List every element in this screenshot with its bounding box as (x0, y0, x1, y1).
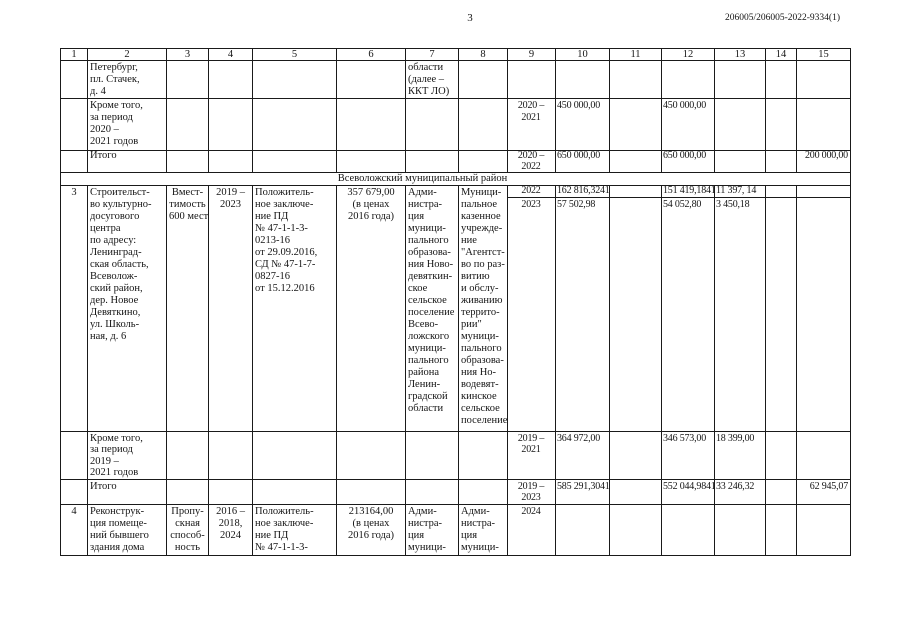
cell-col-12: 54 052,80 (662, 197, 715, 431)
cell-col-11 (610, 197, 662, 431)
table-row (61, 99, 851, 151)
cell-col-12: 151 419,1841 (663, 185, 716, 196)
cell-col-12: 346 573,00 (662, 431, 715, 479)
cell-col-3 (167, 99, 209, 151)
column-number-9: 9 (508, 49, 556, 61)
cell-col-11 (610, 479, 662, 504)
cell-col-10: 585 291,3041 (556, 479, 610, 504)
cell-col-13 (715, 504, 766, 555)
column-number-6: 6 (337, 49, 406, 61)
cell-col-14 (766, 197, 797, 431)
table-row (61, 61, 851, 99)
cell-col-1 (61, 99, 88, 151)
cell-col-10: 364 972,00 (556, 431, 610, 479)
cell-col-13: 33 246,32 (715, 479, 766, 504)
column-number-11: 11 (610, 49, 662, 61)
cell-col-6 (337, 61, 406, 99)
column-number-1: 1 (61, 49, 88, 61)
cell-col-9: 2020 – 2022 (508, 151, 556, 173)
cell-col-4 (209, 479, 253, 504)
cell-col-7 (406, 151, 459, 173)
cell-col-1 (61, 61, 88, 99)
cell-col-13 (715, 61, 766, 99)
cell-col-12: 552 044,9841 (662, 479, 715, 504)
cell-col-15 (797, 197, 851, 431)
data-table (60, 48, 851, 556)
cell-col-4: 2019 – 2023 (209, 186, 253, 432)
cell-col-10 (556, 61, 610, 99)
cell-col-7 (406, 479, 459, 504)
cell-col-5: Положитель- ное заключе- ние ПД № 47-1-1-3- 0213-16 от 29.09.2016, СД № 47-1-7- 0827-16 от 15.12.2016 (253, 186, 337, 432)
column-number-14: 14 (766, 49, 797, 61)
cell-col-12: 650 000,00 (662, 151, 715, 173)
cell-col-2: Реконструк- ция помеще- ний бывшего здания дома (88, 504, 167, 555)
cell-col-1 (61, 431, 88, 479)
cell-col-15 (797, 431, 851, 479)
cell-col-10: 162 816,3241 (557, 185, 610, 196)
cell-col-4 (209, 151, 253, 173)
cell-col-3 (167, 151, 209, 173)
cell-col-15: 62 945,07 (797, 479, 851, 504)
cell-col-13 (715, 99, 766, 151)
cell-col-9: 2019 – 2023 (508, 479, 556, 504)
column-number-5: 5 (253, 49, 337, 61)
cell-col-8 (459, 431, 508, 479)
cell-col-15 (797, 61, 851, 99)
cell-col-6 (337, 431, 406, 479)
cell-col-14 (766, 479, 797, 504)
cell-col-6: 357 679,00 (в ценах 2016 года) (337, 186, 406, 432)
cell-col-9: 2020 – 2021 (508, 99, 556, 151)
column-number-15: 15 (797, 49, 851, 61)
cell-col-4 (209, 99, 253, 151)
cell-col-7: Адми- нистра- ция муници- пального образова- ния Ново- девяткин- ское сельское поселение Всево- ложского муници- пального района Ленин- градской области (406, 186, 459, 432)
cell-col-13: 18 399,00 (715, 431, 766, 479)
cell-col-2: Строительст- во культурно- досугового центра по адресу: Ленинград- ская область, Всеволож- ский район, дер. Новое Девяткино, ул. Школь- ная, д. 6 (88, 186, 167, 432)
cell-col-2: Итого (88, 479, 167, 504)
cell-col-12: 450 000,00 (662, 99, 715, 151)
cell-col-14 (766, 99, 797, 151)
cell-col-11 (610, 61, 662, 99)
column-number-8: 8 (459, 49, 508, 61)
cell-col-2: Итого (88, 151, 167, 173)
cell-col-6: 213164,00 (в ценах 2016 года) (337, 504, 406, 555)
cell-col-14 (766, 61, 797, 99)
table-row (61, 479, 851, 504)
column-number-2: 2 (88, 49, 167, 61)
cell-col-13: 11 397, 14 (715, 186, 766, 198)
cell-col-9: 2023 (508, 197, 556, 431)
column-number-7: 7 (406, 49, 459, 61)
cell-col-14 (766, 431, 797, 479)
cell-col-15 (797, 504, 851, 555)
cell-col-14 (766, 186, 797, 198)
column-number-10: 10 (556, 49, 610, 61)
column-number-4: 4 (209, 49, 253, 61)
cell-col-9: 2022 (508, 186, 556, 198)
cell-col-11 (610, 431, 662, 479)
cell-col-5 (253, 99, 337, 151)
cell-col-7: Адми- нистра- ция муници- (406, 504, 459, 555)
cell-col-8: Адми- нистра- ция муници- (459, 504, 508, 555)
cell-col-14 (766, 151, 797, 173)
cell-col-11 (610, 186, 662, 198)
cell-col-5 (253, 479, 337, 504)
cell-col-6 (337, 151, 406, 173)
cell-col-4: 2016 – 2018, 2024 (209, 504, 253, 555)
cell-col-6 (337, 479, 406, 504)
cell-col-5: Положитель- ное заключе- ние ПД № 47-1-1-3- (253, 504, 337, 555)
cell-col-11 (610, 504, 662, 555)
page-number: 3 (467, 12, 473, 24)
cell-col-1 (61, 479, 88, 504)
table-row (61, 504, 851, 555)
section-heading: Всеволожский муниципальный район (61, 173, 851, 186)
table-row (61, 186, 851, 198)
cell-col-2: Кроме того, за период 2019 – 2021 годов (88, 431, 167, 479)
column-number-3: 3 (167, 49, 209, 61)
cell-col-13: 3 450,18 (715, 197, 766, 431)
cell-col-3: Пропу- скная способ- ность (167, 504, 209, 555)
cell-col-15 (797, 186, 851, 198)
cell-col-2: Кроме того, за период 2020 – 2021 годов (88, 99, 167, 151)
cell-col-9 (508, 61, 556, 99)
cell-col-3: Вмест- тимость 600 мест (167, 186, 209, 432)
cell-col-8 (459, 479, 508, 504)
cell-col-11 (610, 99, 662, 151)
cell-col-3 (167, 61, 209, 99)
cell-col-10: 57 502,98 (556, 197, 610, 431)
cell-col-2: Петербург, пл. Стачек, д. 4 (88, 61, 167, 99)
cell-col-1: 3 (61, 186, 88, 432)
cell-col-7 (406, 431, 459, 479)
cell-col-7: области (далее – ККТ ЛО) (406, 61, 459, 99)
cell-col-3 (167, 479, 209, 504)
cell-col-5 (253, 151, 337, 173)
cell-col-6 (337, 99, 406, 151)
document-id: 206005/206005-2022-9334(1) (724, 13, 840, 23)
cell-col-4 (209, 431, 253, 479)
cell-col-4 (209, 61, 253, 99)
column-number-13: 13 (715, 49, 766, 61)
cell-col-1: 4 (61, 504, 88, 555)
cell-col-15 (797, 99, 851, 151)
cell-col-5 (253, 61, 337, 99)
cell-col-9: 2019 – 2021 (508, 431, 556, 479)
cell-col-3 (167, 431, 209, 479)
cell-col-1 (61, 151, 88, 173)
cell-col-10 (556, 504, 610, 555)
cell-col-8 (459, 151, 508, 173)
table-row (61, 431, 851, 479)
column-number-12: 12 (662, 49, 715, 61)
cell-col-13 (715, 151, 766, 173)
cell-col-14 (766, 504, 797, 555)
cell-col-5 (253, 431, 337, 479)
cell-col-8 (459, 99, 508, 151)
cell-col-12 (662, 61, 715, 99)
section-row (61, 173, 851, 186)
cell-col-8 (459, 61, 508, 99)
cell-col-10: 450 000,00 (556, 99, 610, 151)
cell-col-15: 200 000,00 (797, 151, 851, 173)
cell-col-9: 2024 (508, 504, 556, 555)
cell-col-12 (662, 504, 715, 555)
cell-col-11 (610, 151, 662, 173)
cell-col-10: 650 000,00 (556, 151, 610, 173)
cell-col-8: Муници- пальное казенное учрежде- ние "Агентст- во по раз- витию и обслу- живанию террито- рии" муници- пального образова- ния Но- водевят- кинское сельское поселение (459, 186, 508, 432)
header-row (61, 49, 851, 61)
cell-col-7 (406, 99, 459, 151)
table-row (61, 151, 851, 173)
